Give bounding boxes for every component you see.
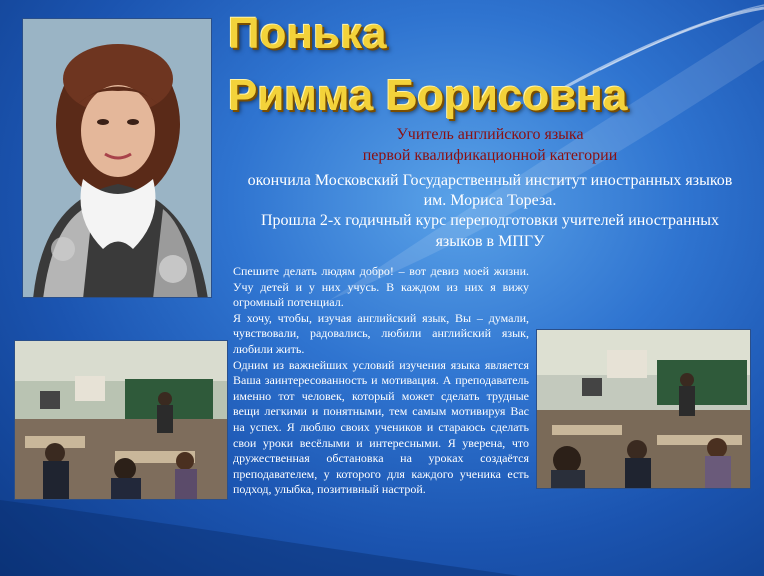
education-line-1: окончила Московский Государственный институт иностранных языков (247, 172, 733, 189)
classroom-photo-left (14, 340, 228, 500)
education-line-4: языков в МПГУ (435, 233, 545, 250)
philosophy-paragraph: Одним из важнейших условий изучения языка является Ваша заинтересованность и мотивация. А преподаватель именно тот человек, который может сделать трудные вещи легкими и понятными, тем самым мотивируя Вас на успех. Я люблю своих учеников и стараюсь сделать свои уроки весёлыми и интересными. Я уверена, что дружественная обстановка на уроках создаётся преподавателем, у которого для каждого ученика есть подход, улыбка, позитивный настрой. (233, 357, 529, 497)
teacher-portrait-photo (22, 18, 212, 298)
position-line-1: Учитель английского языка (396, 126, 584, 143)
education-line-2: им. Мориса Тореза. (423, 192, 557, 209)
teacher-surname-title: Понька (228, 9, 387, 58)
philosophy-paragraph: Я хочу, чтобы, изучая английский язык, Вы – думали, чувствовали, радовались, любили английский язык, любили жить. (233, 310, 529, 356)
philosophy-paragraph: Спешите делать людям добро! – вот девиз моей жизни. Учу детей и у них учусь. В каждом из них я вижу огромный потенциал. (233, 264, 529, 310)
teaching-philosophy-text (233, 264, 529, 498)
position-line-2: первой квалификационной категории (362, 147, 618, 164)
education-line-3: Прошла 2-х годичный курс переподготовки учителей иностранных (260, 212, 720, 229)
classroom-photo-right (536, 329, 751, 489)
teacher-name-title: Римма Борисовна (228, 71, 628, 120)
